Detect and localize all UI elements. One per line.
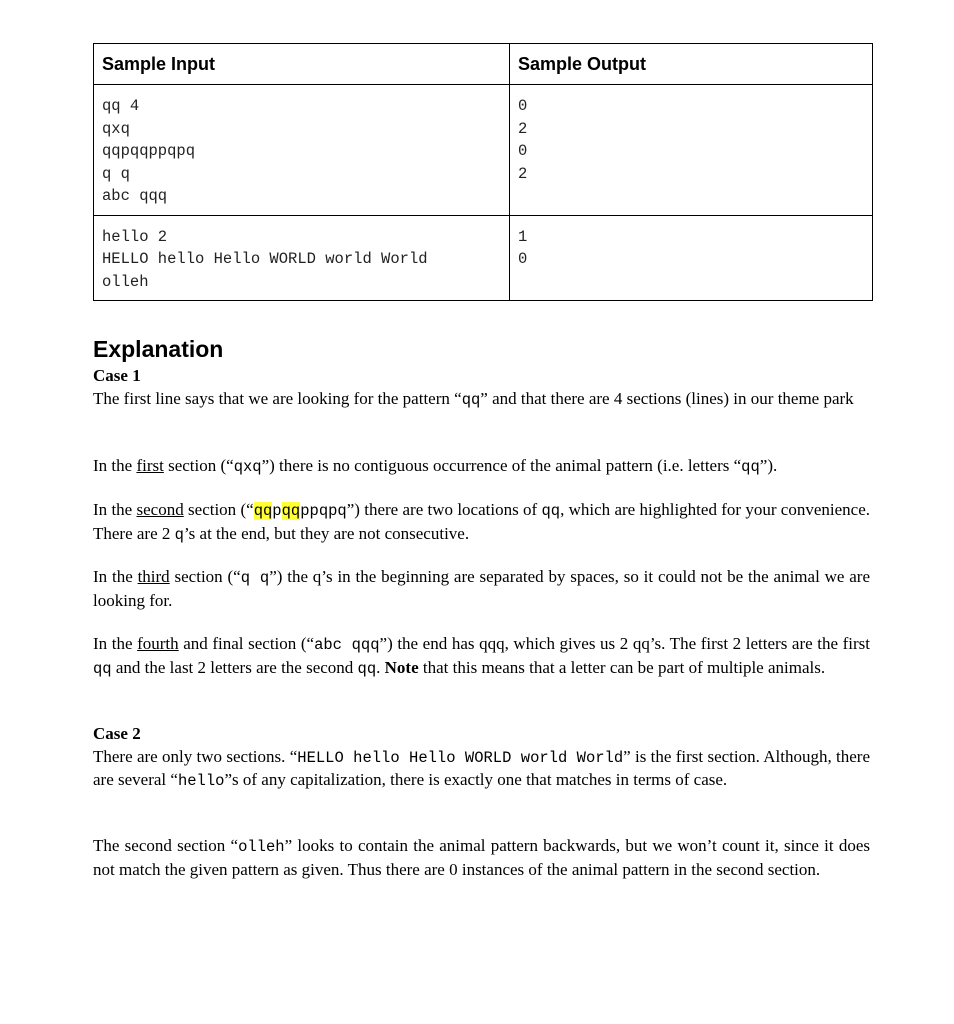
- case-1-paragraph-4: In the third section (“q q”) the q’s in the beginning are separated by spaces, so it could not be the animal we are looking for.: [93, 567, 871, 610]
- case-2-block: [93, 723, 870, 793]
- highlight-qq-1: qq: [253, 502, 273, 520]
- output-line: 0: [518, 97, 528, 115]
- case-2-title: Case 2: [93, 724, 141, 743]
- case-1-block: [93, 365, 870, 411]
- output-line: 0: [518, 142, 528, 160]
- case-1-paragraph-1: The first line says that we are looking for the pattern “qq” and that there are 4 sections (lines) in our theme park: [93, 388, 854, 409]
- output-line: 2: [518, 164, 528, 183]
- case-1-paragraph-2: In the first section (“qxq”) there is no contiguous occurrence of the animal pattern (i.e. letters “qq”).: [93, 456, 778, 476]
- case-1-output: [510, 85, 873, 216]
- input-line: qq 4: [102, 97, 140, 115]
- input-line: olleh: [102, 272, 149, 291]
- highlight-qq-2: qq: [281, 502, 301, 520]
- explanation-heading: Explanation: [93, 336, 224, 362]
- case-1-paragraph-5: In the fourth and final section (“abc qqq”) the end has qqq, which gives us 2 qq’s. The first 2 letters are the first qq and the last 2 letters are the second qq. Note that this means that a letter can be part of multiple animals.: [93, 634, 870, 678]
- sample-table: [93, 43, 873, 301]
- case-2-output: [510, 215, 873, 301]
- input-line: hello 2: [102, 227, 168, 246]
- output-line: 2: [518, 119, 528, 138]
- case-1-input: [94, 85, 510, 216]
- case-1-title: Case 1: [93, 366, 141, 385]
- table-row-case-1: [94, 85, 873, 216]
- header-sample-output: Sample Output: [510, 44, 873, 85]
- input-line: qxq: [102, 119, 130, 138]
- case-2-paragraph-2: The second section “olleh” looks to contain the animal pattern backwards, but we won’t count it, since it does not match the given pattern as given. Thus there are 0 instances of the animal pattern in the second section.: [93, 836, 870, 879]
- table-row-case-2: [94, 215, 873, 301]
- case-2-input: [94, 215, 510, 301]
- input-line: qqpqqppqpq: [102, 142, 196, 160]
- output-line: 1: [518, 227, 528, 246]
- output-line: 0: [518, 250, 528, 268]
- input-line: q q: [102, 164, 130, 183]
- header-sample-input: Sample Input: [94, 44, 510, 85]
- case-2-paragraph-1: There are only two sections. “HELLO hello Hello WORLD world World” is the first section. Although, there are several “hello”s of any capitalization, there is exactly one that matches in terms of case.: [93, 746, 870, 790]
- input-line: HELLO hello Hello WORLD world World: [102, 250, 428, 268]
- input-line: abc qqq: [102, 187, 168, 205]
- case-1-paragraph-3: In the second section (“qqpqqppqpq”) there are two locations of qq, which are highlighted for your convenience. There are 2 q’s at the end, but they are not consecutive.: [93, 500, 870, 544]
